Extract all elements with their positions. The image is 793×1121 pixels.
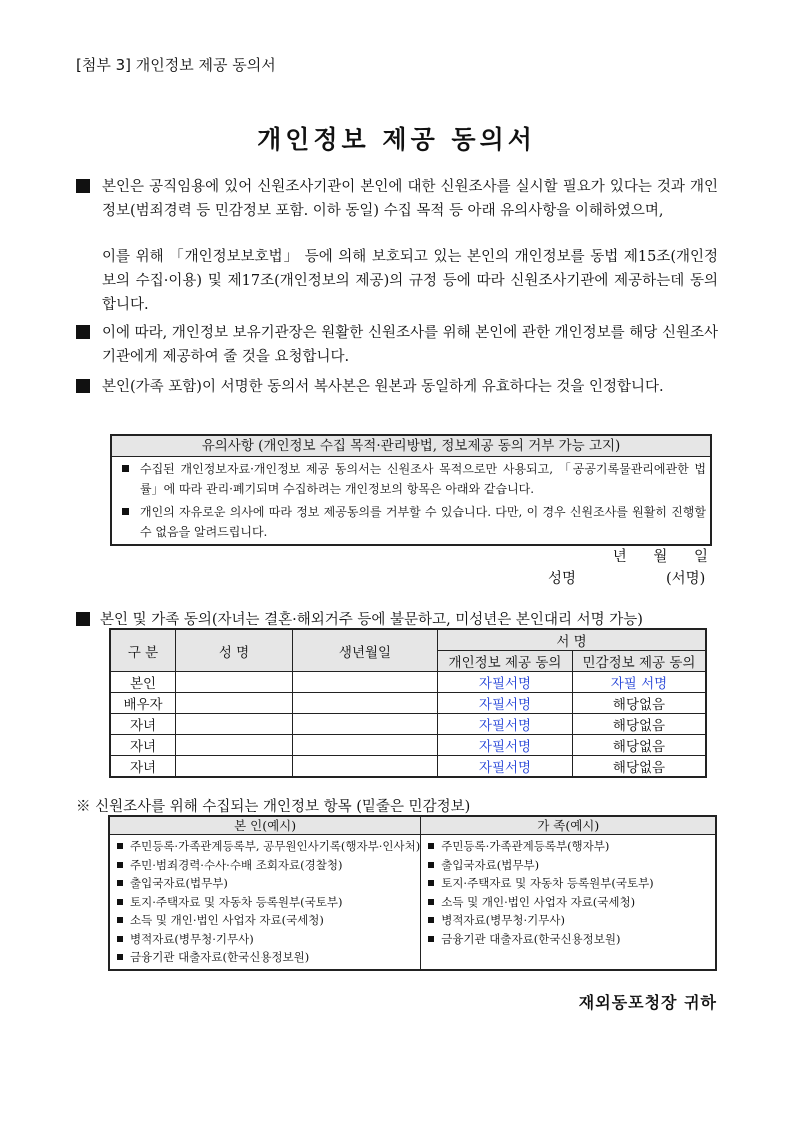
notice-item [112, 459, 710, 499]
table-row [110, 672, 706, 693]
name-cell[interactable] [176, 693, 293, 714]
header-sensitive-consent: 민감정보 제공 동의 [573, 651, 707, 672]
family-items-list [421, 835, 715, 948]
row-category: 자녀 [110, 735, 176, 756]
name-cell[interactable] [176, 672, 293, 693]
square-bullet-icon [76, 325, 90, 339]
notice-item-text: 수집된 개인정보자료·개인정보 제공 동의서는 신원조사 목적으로만 사용되고, 「공공기록물관리에관한 법률」에 따라 관리·폐기되며 수집하려는 개인정보의 항목은 아래와 같습니다. [140, 462, 706, 496]
birthdate-cell[interactable] [293, 714, 438, 735]
birthdate-cell[interactable] [293, 735, 438, 756]
name-cell[interactable] [176, 714, 293, 735]
consent-heading [76, 608, 643, 629]
list-item: 병적자료(병무청·기무사) [421, 911, 715, 930]
header-signature: 서 명 [438, 629, 707, 651]
notice-item-text: 개인의 자유로운 의사에 따라 정보 제공동의를 거부할 수 있습니다. 다만, 이 경우 신원조사를 원활히 진행할 수 없음을 알려드립니다. [140, 505, 706, 539]
list-item: 출입국자료(법무부) [110, 874, 420, 893]
self-column-header: 본 인(예시) [109, 816, 421, 835]
name-cell[interactable] [176, 735, 293, 756]
list-item: 금융기관 대출자료(한국신용정보원) [421, 930, 715, 949]
collected-items-heading: ※ 신원조사를 위해 수집되는 개인정보 항목 (밑줄은 민감정보) [76, 799, 471, 815]
personal-signature-cell[interactable]: 자필서명 [438, 735, 573, 756]
row-category: 배우자 [110, 693, 176, 714]
sensitive-signature-cell[interactable]: 자필 서명 [573, 672, 707, 693]
date-line: 년 월 일 [612, 549, 708, 565]
signature-placeholder: (서명) [666, 571, 706, 587]
square-bullet-icon [76, 612, 90, 626]
list-item: 주민·범죄경력·수사·수배 조회자료(경찰청) [110, 856, 420, 875]
table-row [110, 714, 706, 735]
table-row [110, 735, 706, 756]
square-bullet-icon [76, 179, 90, 193]
list-item: 병적자료(병무청·기무사) [110, 930, 420, 949]
sensitive-signature-cell: 해당없음 [573, 735, 707, 756]
row-category: 자녀 [110, 714, 176, 735]
list-item: 주민등록·가족관계등록부, 공무원인사기록(행자부·인사처) [110, 837, 420, 856]
notice-item [112, 502, 710, 542]
list-item: 금융기관 대출자료(한국신용정보원) [110, 948, 420, 967]
personal-signature-cell[interactable]: 자필서명 [438, 714, 573, 735]
birthdate-cell[interactable] [293, 756, 438, 778]
square-bullet-icon [122, 465, 129, 472]
list-item: 토지·주택자료 및 자동차 등록원부(국토부) [421, 874, 715, 893]
birthdate-cell[interactable] [293, 693, 438, 714]
header-category: 구 분 [110, 629, 176, 672]
paragraph-text: 이에 따라, 개인정보 보유기관장은 원활한 신원조사를 위해 본인에 관한 개인정보를 해당 신원조사기관에게 제공하여 줄 것을 요청합니다. [102, 325, 718, 365]
personal-signature-cell[interactable]: 자필서명 [438, 693, 573, 714]
table-row [110, 756, 706, 778]
square-bullet-icon [76, 379, 90, 393]
addressee: 재외동포청장 귀하 [578, 993, 717, 1012]
header-birthdate: 생년월일 [293, 629, 438, 672]
personal-signature-cell[interactable]: 자필서명 [438, 756, 573, 778]
attachment-label: [첨부 3] 개인정보 제공 동의서 [76, 56, 276, 74]
notice-heading: 유의사항 (개인정보 수집 목적·관리방법, 정보제공 동의 거부 가능 고지) [112, 436, 710, 457]
row-category: 본인 [110, 672, 176, 693]
header-personal-consent: 개인정보 제공 동의 [438, 651, 573, 672]
family-column-header: 가 족(예시) [421, 816, 717, 835]
list-item: 토지·주택자료 및 자동차 등록원부(국토부) [110, 893, 420, 912]
paragraph-text: 본인(가족 포함)이 서명한 동의서 복사본은 원본과 동일하게 유효하다는 것을 인정합니다. [102, 379, 664, 395]
family-items-cell [421, 835, 717, 971]
sensitive-signature-cell: 해당없음 [573, 693, 707, 714]
list-item: 출입국자료(법무부) [421, 856, 715, 875]
notice-box [110, 434, 712, 546]
self-items-cell [109, 835, 421, 971]
consent-heading-text: 본인 및 가족 동의(자녀는 결혼·해외거주 등에 불문하고, 미성년은 본인대리 서명 가능) [100, 612, 643, 628]
sensitive-signature-cell: 해당없음 [573, 714, 707, 735]
list-item: 소득 및 개인·법인 사업자 자료(국세청) [110, 911, 420, 930]
square-bullet-icon [122, 508, 129, 515]
header-name: 성 명 [176, 629, 293, 672]
collected-items-table [108, 815, 717, 971]
paragraph-copy-validity [76, 375, 718, 399]
paragraph-law: 이를 위해 「개인정보보호법」 등에 의해 보호되고 있는 본인의 개인정보를 동법 제15조(개인정보의 수집·이용) 및 제17조(개인정보의 제공)의 규정 등에 따라 신원조사기관에 제공하는데 동의합니다. [102, 249, 718, 313]
row-category: 자녀 [110, 756, 176, 778]
consent-table [109, 628, 707, 778]
name-cell[interactable] [176, 756, 293, 778]
paragraph-text: 본인은 공직임용에 있어 신원조사기관이 본인에 대한 신원조사를 실시할 필요가 있다는 것과 개인정보(범죄경력 등 민감정보 포함. 이하 동일) 수집 목적 등 아래 유의사항을 이해하였으며, [102, 179, 718, 219]
document-title: 개인정보 제공 동의서 [257, 125, 536, 154]
sensitive-signature-cell: 해당없음 [573, 756, 707, 778]
list-item: 소득 및 개인·법인 사업자 자료(국세청) [421, 893, 715, 912]
list-item: 주민등록·가족관계등록부(행자부) [421, 837, 715, 856]
birthdate-cell[interactable] [293, 672, 438, 693]
paragraph-request [76, 321, 718, 369]
self-items-list [110, 835, 420, 967]
table-row [110, 693, 706, 714]
personal-signature-cell[interactable]: 자필서명 [438, 672, 573, 693]
paragraph-consent [76, 175, 718, 223]
signer-name-label: 성명 [548, 571, 577, 587]
